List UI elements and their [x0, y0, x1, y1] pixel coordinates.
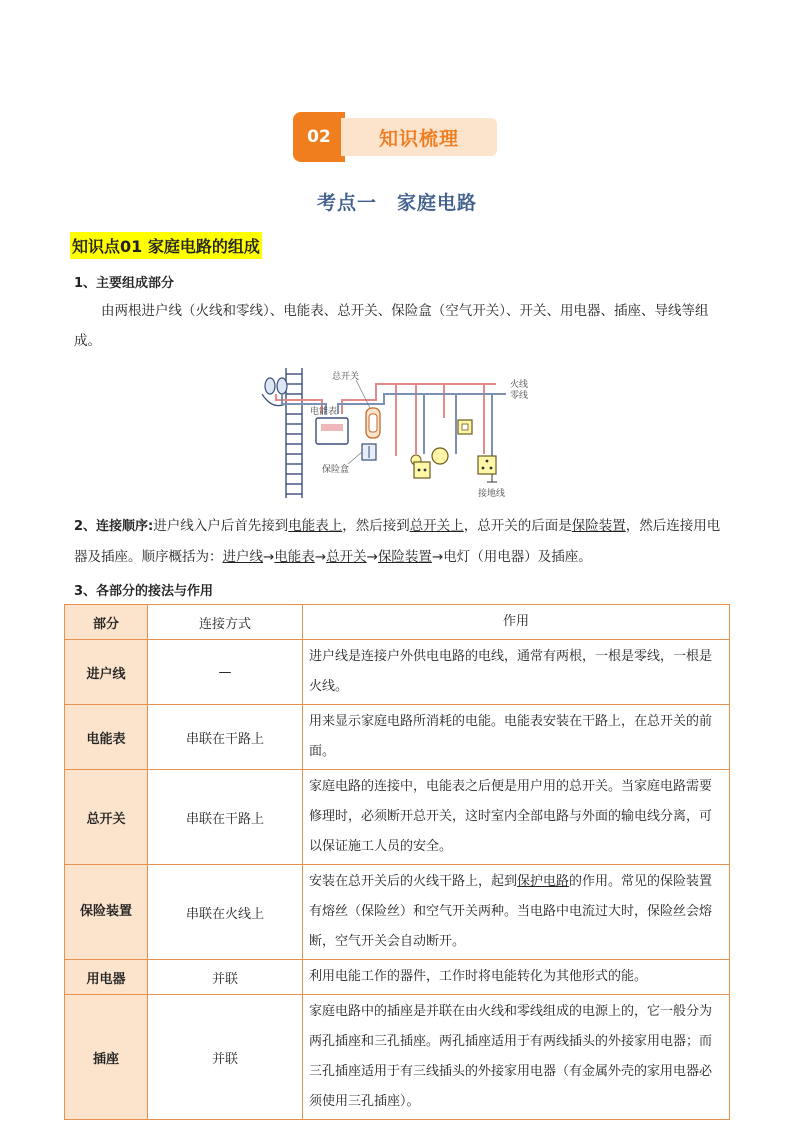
- table-row: [65, 770, 730, 865]
- section-title: 考点一 家庭电路: [316, 192, 477, 214]
- table-header: 作用: [303, 605, 730, 640]
- table-cell-method: 串联在火线上: [148, 865, 303, 960]
- use-text: 安装在总开关后的火线干路上，起到: [309, 874, 518, 889]
- underlined-term: 保险装置: [571, 518, 626, 534]
- fuse-box-icon: [362, 444, 376, 460]
- label-energy-meter: 电能表: [310, 407, 338, 417]
- part2-text: →电灯（用电器）及插座。: [431, 549, 592, 565]
- table-cell-part: 保险装置: [65, 865, 148, 960]
- sequence-item: 电能表: [274, 549, 315, 565]
- label-ground-wire: 接地线: [478, 489, 506, 499]
- table-cell-method: 并联: [148, 960, 303, 995]
- part1-text: 由两根进户线（火线和零线）、电能表、总开关、保险盒（空气开关）、开关、用电器、插座、导线等组成。: [74, 303, 709, 349]
- label-live-wire: 火线: [510, 380, 529, 390]
- table-cell-part: 插座: [65, 995, 148, 1120]
- table-cell-part: 电能表: [65, 705, 148, 770]
- underlined-term: 总开关上: [409, 518, 464, 534]
- table-row: [65, 995, 730, 1120]
- part2-text: ，总开关的后面是: [463, 518, 572, 534]
- section-label: 知识梳理: [341, 118, 497, 156]
- section-badge: [293, 112, 499, 162]
- table-cell-method: —: [148, 640, 303, 705]
- part2-text: ，然后连接用电器及插座。顺序概括为：: [74, 518, 721, 565]
- part2-text: 进户线入户后首先接到: [153, 518, 289, 534]
- label-fuse-box: 保险盒: [322, 465, 350, 475]
- knowledge-point-title: 知识点01 家庭电路的组成: [70, 232, 262, 259]
- table-cell-method: 串联在干路上: [148, 705, 303, 770]
- section-number: 02: [293, 112, 345, 162]
- part2-heading: 2、连接顺序:: [74, 519, 154, 534]
- table-cell-use: [303, 865, 730, 960]
- underlined-term: 保护电路: [517, 874, 570, 889]
- table-cell-part: 总开关: [65, 770, 148, 865]
- household-circuit-diagram: [256, 364, 546, 502]
- arrow-icon: →: [314, 549, 327, 565]
- underlined-term: 电能表上: [288, 518, 343, 534]
- table-cell-use: 进户线是连接户外供电电路的电线，通常有两根，一根是零线，一根是火线。: [303, 640, 730, 705]
- part1-heading: 1、主要组成部分: [74, 276, 175, 291]
- part2-paragraph: [74, 511, 726, 572]
- table-cell-use: 用来显示家庭电路所消耗的电能。电能表安装在干路上，在总开关的前面。: [303, 705, 730, 770]
- table-cell-part: 用电器: [65, 960, 148, 995]
- arrow-icon: →: [263, 549, 275, 565]
- table-row: [65, 960, 730, 995]
- table-header-row: [65, 605, 730, 640]
- table-cell-use: 家庭电路中的插座是并联在由火线和零线组成的电源上的，它一般分为两孔插座和三孔插座。两孔插座适用于有两线插头的外接家用电器；而三孔插座适用于有三线插头的外接家用电器（有金属外壳的家用电器必须使用三孔插座）。: [303, 995, 730, 1120]
- table-row: [65, 705, 730, 770]
- part3-heading: 3、各部分的接法与作用: [74, 584, 214, 599]
- use-text: 的作用。常见的保险装置有熔丝（保险丝）和空气开关两种。当电路中电流过大时，保险丝会熔断，空气开关会自动断开。: [309, 874, 713, 949]
- table-header: 部分: [65, 605, 148, 640]
- sequence-item: 保险装置: [377, 549, 432, 565]
- wall-icon: [286, 368, 302, 498]
- table-header: 连接方式: [148, 605, 303, 640]
- table-row: [65, 865, 730, 960]
- part2-text: ，然后接到: [342, 518, 410, 534]
- table-cell-method: 串联在干路上: [148, 770, 303, 865]
- sequence-item: 总开关: [326, 549, 367, 565]
- energy-meter-icon: [316, 418, 348, 444]
- table-cell-part: 进户线: [65, 640, 148, 705]
- insulator-icon: [262, 378, 287, 406]
- table-cell-use: 利用电能工作的器件，工作时将电能转化为其他形式的能。: [303, 960, 730, 995]
- label-neutral-wire: 零线: [510, 391, 529, 401]
- three-pin-socket-icon: [478, 456, 496, 474]
- components-table: [64, 604, 730, 1120]
- two-pin-socket-icon: [414, 462, 430, 478]
- label-main-switch: 总开关: [332, 372, 360, 382]
- main-switch-icon: [366, 408, 380, 438]
- wall-switch-icon: [458, 420, 472, 434]
- sequence-item: 进户线: [222, 549, 263, 565]
- table-row: [65, 640, 730, 705]
- table-cell-method: 并联: [148, 995, 303, 1120]
- table-cell-use: 家庭电路的连接中，电能表之后便是用户用的总开关。当家庭电路需要修理时，必须断开总开关，这时室内全部电路与外面的输电线分离，可以保证施工人员的安全。: [303, 770, 730, 865]
- arrow-icon: →: [366, 549, 378, 565]
